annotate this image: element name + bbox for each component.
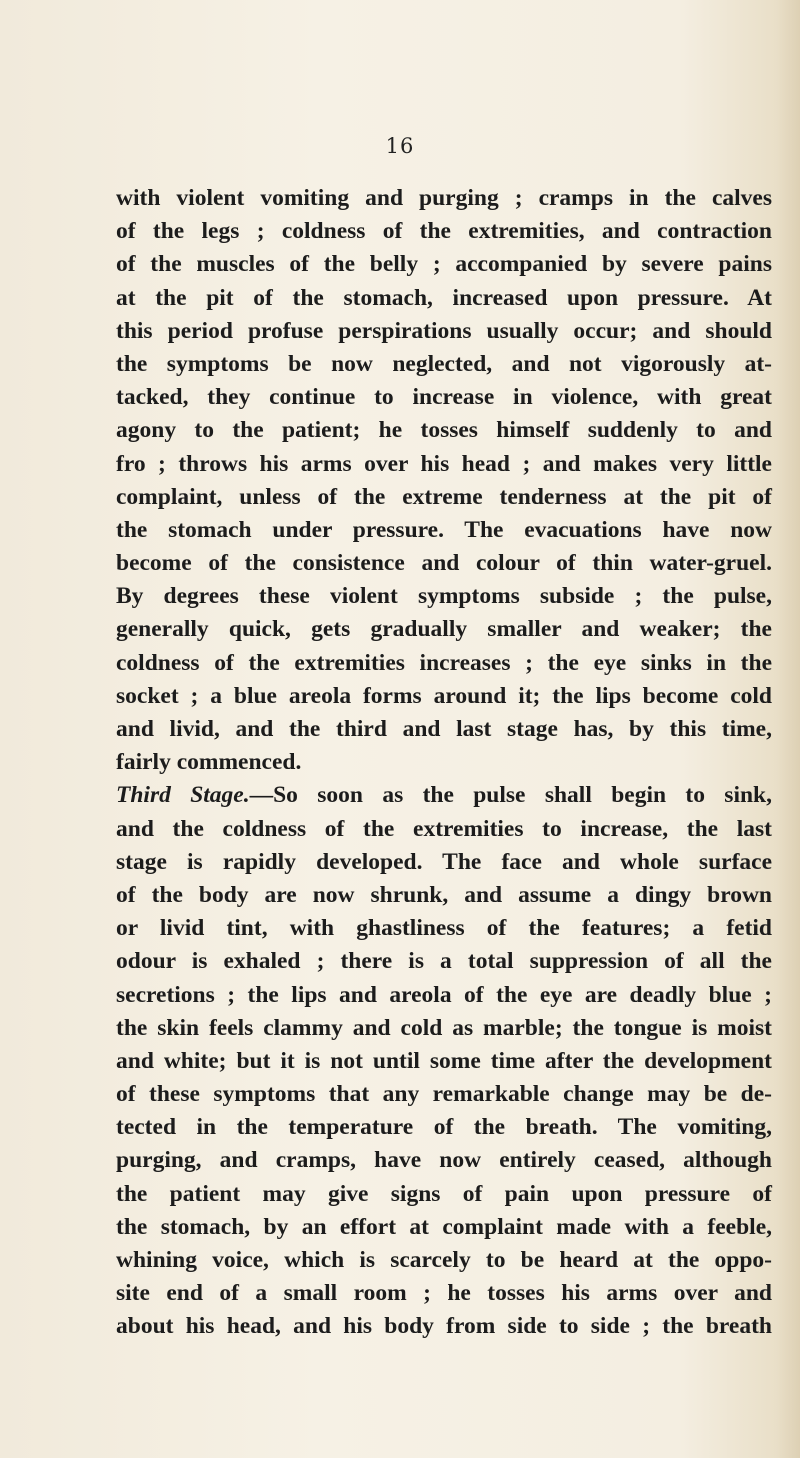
text-line: the stomach, by an effort at complaint made with a feeble, bbox=[116, 1213, 772, 1240]
text-line: generally quick, gets gradually smaller and weaker; the bbox=[116, 616, 772, 643]
text-line: site end of a small room ; he tosses his arms over and bbox=[116, 1280, 772, 1307]
text-line: of the body are now shrunk, and assume a dingy brown bbox=[116, 881, 772, 908]
text-line: of these symptoms that any remarkable change may be de- bbox=[116, 1081, 772, 1108]
text-line: about his head, and his body from side to side ; the breath bbox=[116, 1313, 772, 1340]
text-line: and white; but it is not until some time after the development bbox=[116, 1047, 772, 1074]
body-text bbox=[116, 182, 796, 1344]
text-line: tected in the temperature of the breath. The vomiting, bbox=[116, 1114, 772, 1141]
text-line: odour is exhaled ; there is a total suppression of all the bbox=[116, 948, 772, 975]
text-line: of the legs ; coldness of the extremities, and contraction bbox=[116, 218, 772, 245]
text-line: the symptoms be now neglected, and not vigorously at- bbox=[116, 350, 772, 377]
text-line: of the muscles of the belly ; accompanied by severe pains bbox=[116, 251, 772, 278]
text-line: this period profuse perspirations usually occur; and should bbox=[116, 317, 772, 344]
text-line: tacked, they continue to increase in violence, with great bbox=[116, 384, 772, 411]
text-line: the stomach under pressure. The evacuations have now bbox=[116, 516, 772, 543]
page-number: 16 bbox=[385, 134, 415, 158]
section-heading: Third Stage. bbox=[116, 782, 250, 809]
text-line: become of the consistence and colour of thin water-gruel. bbox=[116, 550, 772, 577]
text-line: By degrees these violent symptoms subside ; the pulse, bbox=[116, 583, 772, 610]
text-line: purging, and cramps, have now entirely ceased, although bbox=[116, 1147, 772, 1174]
text-line: coldness of the extremities increases ; the eye sinks in the bbox=[116, 649, 772, 676]
text-line: and livid, and the third and last stage has, by this time, bbox=[116, 716, 772, 742]
text-line: and the coldness of the extremities to increase, the last bbox=[116, 815, 772, 842]
text-line: at the pit of the stomach, increased upon pressure. At bbox=[116, 284, 772, 311]
text-line: secretions ; the lips and areola of the eye are deadly blue ; bbox=[116, 981, 772, 1008]
text-line: with violent vomiting and purging ; cramps in the calves bbox=[116, 185, 772, 211]
text-line: fairly commenced. bbox=[116, 749, 302, 776]
text-line: socket ; a blue areola forms around it; the lips become cold bbox=[116, 682, 772, 709]
text-line: complaint, unless of the extreme tenderness at the pit of bbox=[116, 483, 772, 510]
text-line: the patient may give signs of pain upon pressure of bbox=[116, 1180, 772, 1207]
text-line: or livid tint, with ghastliness of the features; a fetid bbox=[116, 915, 772, 942]
text-line: whining voice, which is scarcely to be heard at the oppo- bbox=[116, 1247, 772, 1273]
text-line: fro ; throws his arms over his head ; and makes very little bbox=[116, 450, 772, 477]
text-line: the skin feels clammy and cold as marble; the tongue is moist bbox=[116, 1014, 772, 1041]
text-line: stage is rapidly developed. The face and whole surface bbox=[116, 848, 772, 875]
text-line: agony to the patient; he tosses himself suddenly to and bbox=[116, 417, 772, 444]
section-text: —So soon as the pulse shall begin to sink, bbox=[249, 782, 772, 809]
section-line bbox=[116, 779, 772, 812]
